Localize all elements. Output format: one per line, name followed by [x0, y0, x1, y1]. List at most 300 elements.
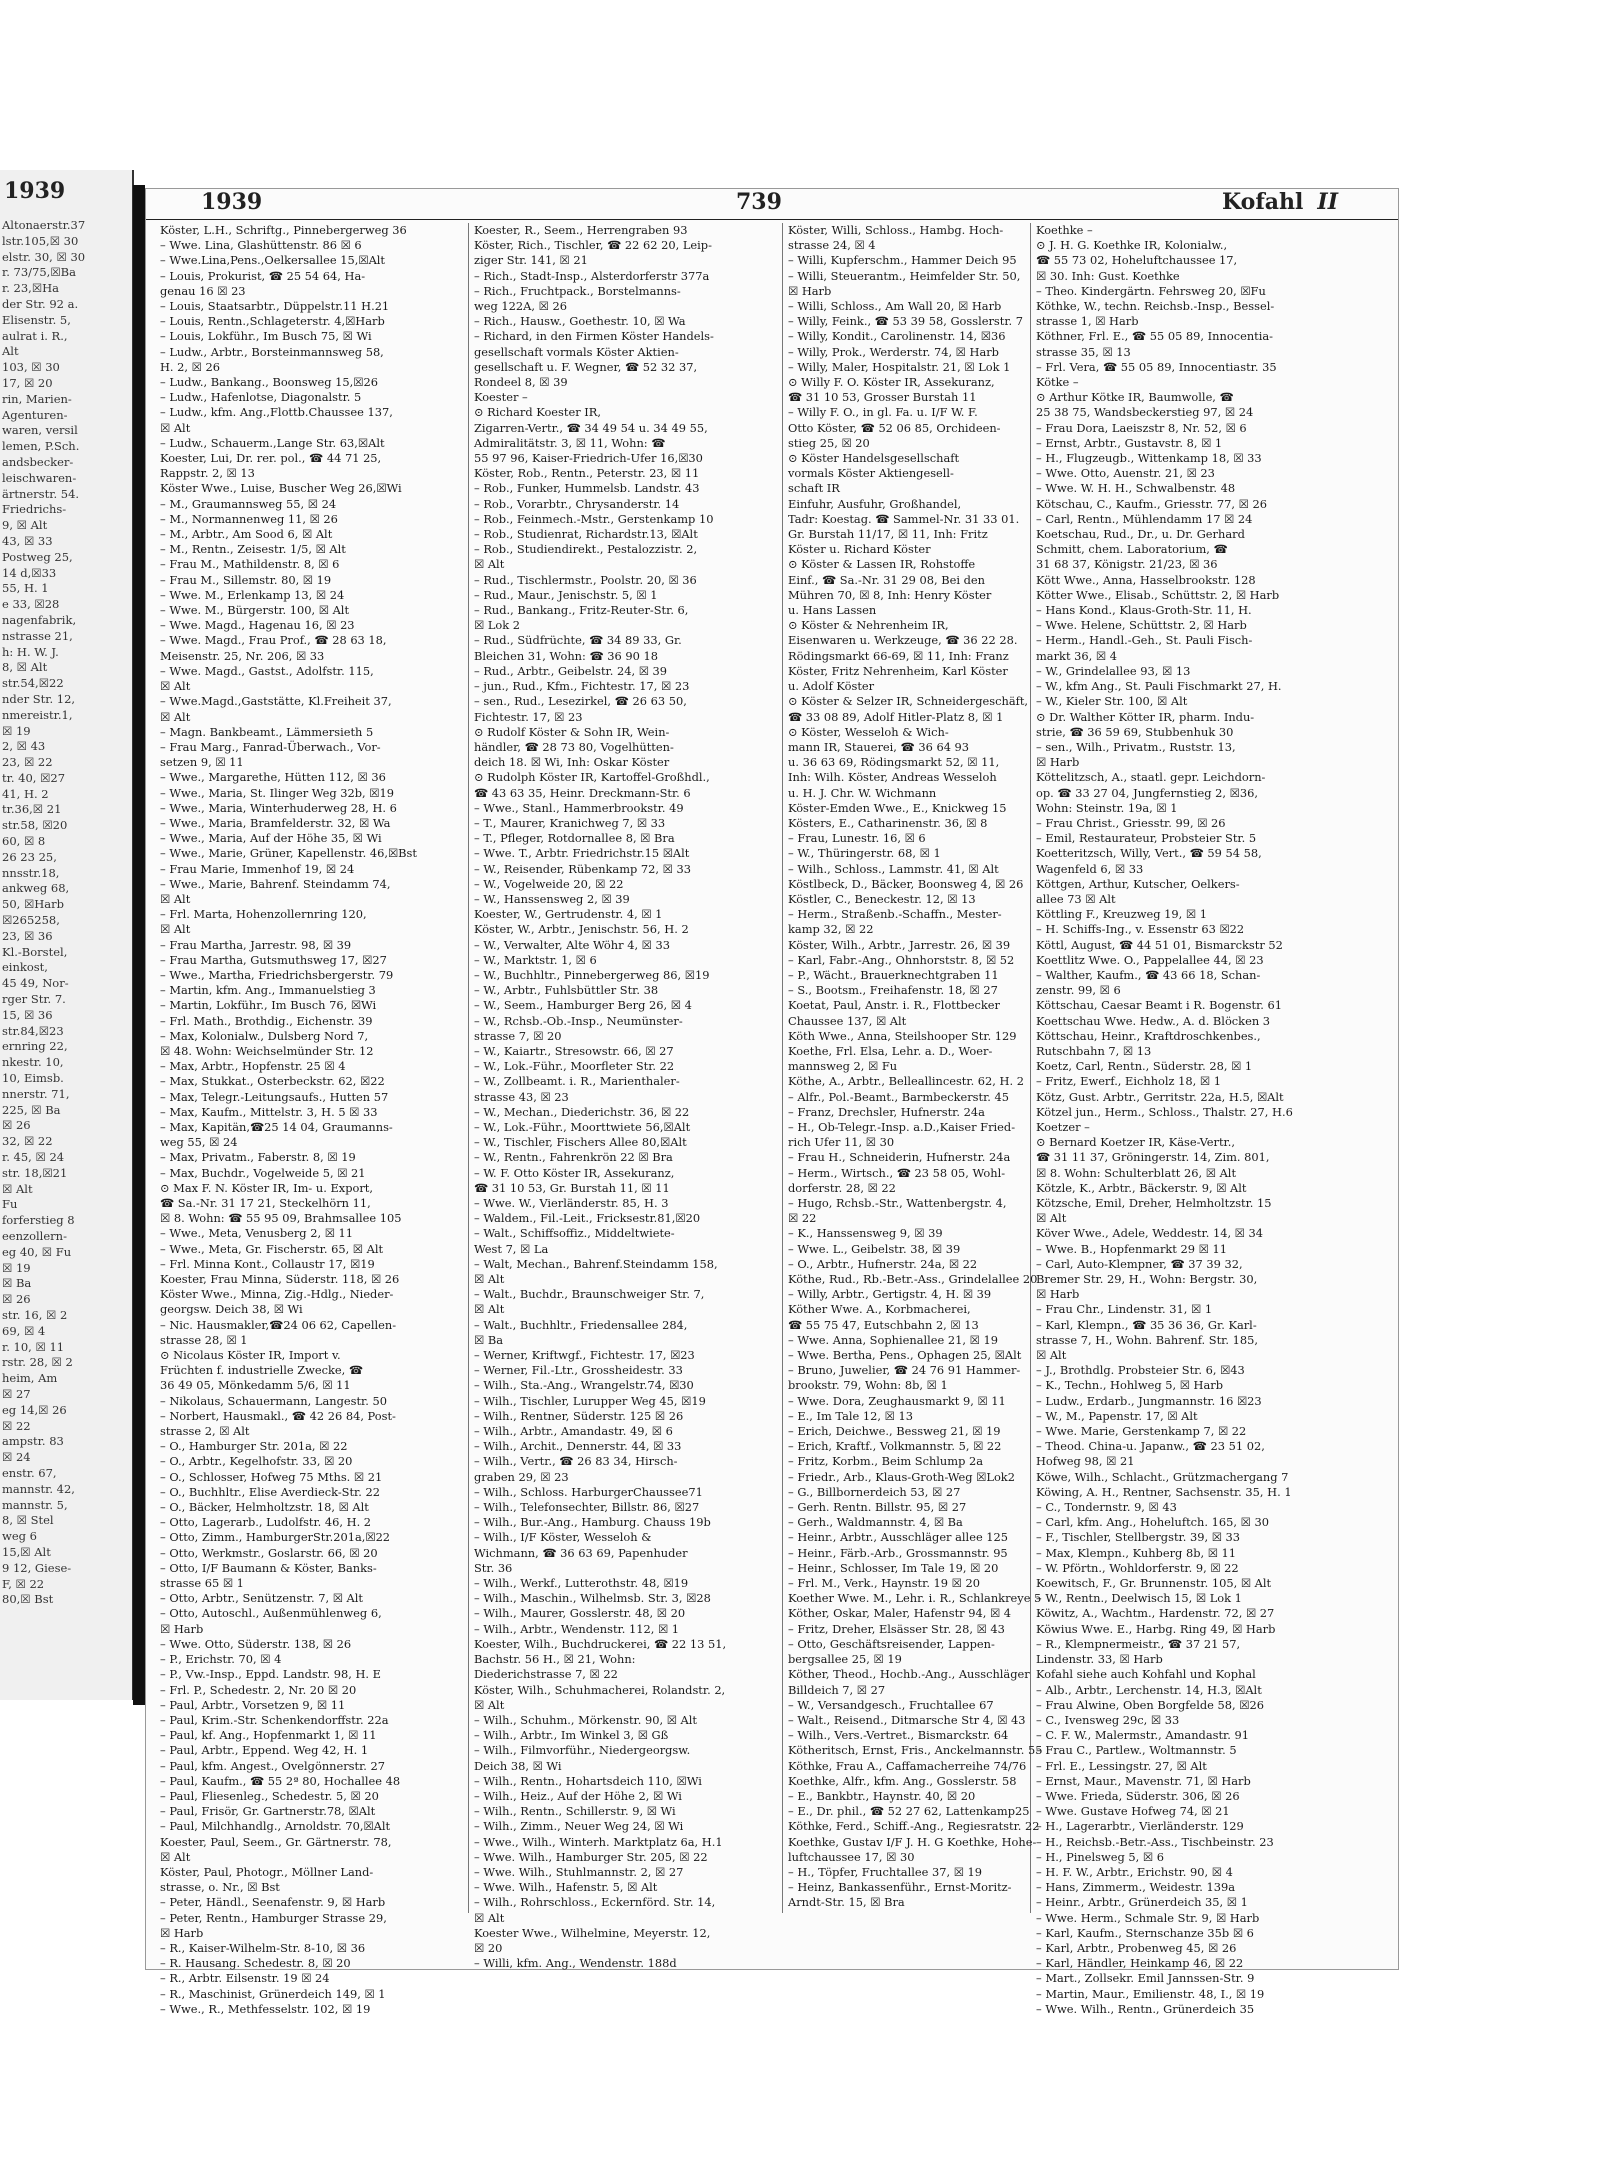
directory-entry: Köttl, August, ☎ 44 51 01, Bismarckstr 52 — [1036, 937, 1283, 952]
directory-entry: Str. 36 — [474, 1560, 513, 1575]
directory-page — [145, 188, 1399, 2016]
directory-entry: – Paul, kfm. Angest., Ovelgönnerstr. 27 — [160, 1758, 386, 1773]
directory-entry: – Wwe.Magd.,Gaststätte, Kl.Freiheit 37, — [160, 694, 392, 709]
previous-page-line: lemen, P.Sch. — [2, 439, 80, 454]
directory-entry: u. Hans Lassen — [788, 603, 877, 618]
previous-page-line: 15,☒ Alt — [2, 1544, 51, 1559]
previous-page-line: str. 18,☒21 — [2, 1165, 68, 1180]
directory-entry: Köster, Paul, Photogr., Möllner Land- — [160, 1864, 374, 1879]
running-head-name: Kofahl — [1222, 189, 1304, 215]
previous-page-line: 9 12, Giese- — [2, 1560, 72, 1575]
directory-entry: – W., Tischler, Fischers Allee 80,☒Alt — [474, 1135, 687, 1150]
directory-entry: – Wwe., Maria, St. Ilinger Weg 32b, ☒19 — [160, 785, 394, 800]
directory-entry: – Wwe., Maria, Bramfelderstr. 32, ☒ Wa — [160, 815, 391, 830]
directory-entry: – Heinr., Arbtr., Grünerdeich 35, ☒ 1 — [1036, 1895, 1248, 1910]
directory-entry: Einf., ☎ Sa.-Nr. 31 29 08, Bei den — [788, 572, 985, 587]
directory-entry: – R., Maschinist, Grünerdeich 149, ☒ 1 — [160, 1986, 386, 2001]
previous-page-line: str.84,☒23 — [2, 1023, 64, 1038]
directory-entry: Koester, Frau Minna, Süderstr. 118, ☒ 26 — [160, 1272, 400, 1287]
directory-entry: – Frau Alwine, Oben Borgfelde 58, ☒26 — [1036, 1697, 1264, 1712]
directory-entry: – Waldem., Fil.-Leit., Fricksestr.81,☒20 — [474, 1211, 701, 1226]
directory-entry: – O., Buchhltr., Elise Averdieck-Str. 22 — [160, 1484, 380, 1499]
directory-entry: Kötz, Gust. Arbtr., Gerritstr. 22a, H.5, ☒Alt — [1036, 1089, 1284, 1104]
directory-entry: ☒ Alt — [160, 679, 191, 694]
directory-entry: gesellschaft vormals Köster Aktien- — [474, 344, 679, 359]
directory-entry: – Theo. Kindergärtn. Fehrsweg 20, ☒Fu — [1036, 283, 1266, 298]
previous-page-line: 69, ☒ 4 — [2, 1323, 46, 1338]
previous-page-line: eenzollern- — [2, 1229, 67, 1243]
directory-entry: – Heinz, Bankassenführ., Ernst-Moritz- — [788, 1880, 1012, 1895]
previous-page-line: 103, ☒ 30 — [2, 360, 60, 375]
directory-entry: – H., Lagerarbtr., Vierländerstr. 129 — [1036, 1819, 1244, 1834]
directory-entry: ☒ Harb — [1036, 1287, 1080, 1302]
directory-entry: – Wwe. Magd., Hagenau 16, ☒ 23 — [160, 618, 355, 633]
directory-entry: ☎ 43 63 35, Heinr. Dreckmann-Str. 6 — [474, 785, 691, 800]
directory-entry: – Rob., Funker, Hummelsb. Landstr. 43 — [474, 481, 700, 496]
directory-entry: ⊙ Köster & Selzer IR, Schneidergeschäft, — [788, 694, 1029, 709]
directory-entry: ☒ Alt — [160, 1849, 191, 1864]
directory-entry: Köthke, W., techn. Reichsb.-Insp., Bessel- — [1036, 299, 1275, 314]
directory-entry: – Willy, Arbtr., Gertigstr. 4, H. ☒ 39 — [788, 1287, 992, 1302]
directory-entry: – Wilh., Maschin., Wilhelmsb. Str. 3, ☒28 — [474, 1591, 711, 1606]
directory-entry: Kött Wwe., Anna, Hasselbrookstr. 128 — [1036, 572, 1256, 587]
directory-entry: – Paul, Frisör, Gr. Gartnerstr.78, ☒Alt — [160, 1804, 376, 1819]
directory-entry: – Nic. Hausmakler,☎24 06 62, Capellen- — [160, 1317, 397, 1332]
previous-page-line: 23, ☒ 22 — [2, 755, 53, 770]
directory-entry: Bachstr. 56 H., ☒ 21, Wohn: — [474, 1652, 636, 1667]
directory-entry: händler, ☎ 28 73 80, Vogelhütten- — [474, 739, 674, 754]
directory-entry: – G., Billbornerdeich 53, ☒ 27 — [788, 1484, 961, 1499]
directory-entry: – F., Tischler, Stellbergstr. 39, ☒ 33 — [1036, 1530, 1241, 1545]
directory-entry: – W., Versandgesch., Fruchtallee 67 — [788, 1697, 994, 1712]
directory-entry: – Wilh., Rentner, Süderstr. 125 ☒ 26 — [474, 1408, 684, 1423]
previous-page-line: waren, versil — [2, 423, 78, 438]
directory-entry: – Peter, Rentn., Hamburger Strasse 29, — [160, 1910, 387, 1925]
previous-page-line: 8, ☒ Stel — [2, 1513, 54, 1528]
previous-page-line: nnsstr.18, — [2, 865, 60, 880]
directory-entry: – R. Hausang. Schedestr. 8, ☒ 20 — [160, 1956, 351, 1971]
directory-entry: – Paul, Kaufm., ☎ 55 2ª 80, Hochallee 48 — [160, 1773, 401, 1788]
directory-entry: – Wwe., Meta, Gr. Fischerstr. 65, ☒ Alt — [160, 1241, 384, 1256]
directory-entry: Köver Wwe., Adele, Weddestr. 14, ☒ 34 — [1036, 1226, 1264, 1241]
directory-entry: – Ludw., Arbtr., Borsteinmannsweg 58, — [160, 344, 384, 359]
previous-page-line: ☒ 19 — [2, 1260, 31, 1275]
directory-entry: – Rud., Tischlermstr., Poolstr. 20, ☒ 36 — [474, 572, 697, 587]
directory-entry: bergsallee 25, ☒ 19 — [788, 1652, 902, 1667]
directory-entry: 25 38 75, Wandsbeckerstieg 97, ☒ 24 — [1036, 405, 1254, 420]
directory-entry: – Wilh., Arbtr., Wendenstr. 112, ☒ 1 — [474, 1621, 680, 1636]
directory-entry: – Carl, kfm. Ang., Hoheluftch. 165, ☒ 30 — [1036, 1515, 1269, 1530]
page-header — [146, 189, 1398, 220]
directory-entry: – Wwe. Otto, Auenstr. 21, ☒ 23 — [1036, 466, 1215, 481]
directory-entry: – W., Zollbeamt. i. R., Marienthaler- — [474, 1074, 680, 1089]
previous-page-line: leischwaren- — [2, 470, 77, 485]
directory-entry: – T., Pfleger, Rotdornallee 8, ☒ Bra — [474, 831, 675, 846]
directory-entry: – Wilh., Zimm., Neuer Weg 24, ☒ Wi — [474, 1819, 684, 1834]
directory-entry: – Fritz, Dreher, Elsässer Str. 28, ☒ 43 — [788, 1621, 1005, 1636]
directory-entry: – Karl, Kaufm., Sternschanze 35b ☒ 6 — [1036, 1925, 1254, 1940]
previous-page-line: ☒ 19 — [2, 723, 31, 738]
previous-page-line: 2, ☒ 43 — [2, 739, 46, 754]
directory-entry: – Max, Stukkat., Osterbeckstr. 62, ☒22 — [160, 1074, 385, 1089]
directory-entry: Köster, L.H., Schriftg., Pinnebergerweg 36 — [160, 223, 407, 237]
directory-entry: – Wwe. W., Vierländerstr. 85, H. 3 — [474, 1196, 669, 1210]
directory-entry: setzen 9, ☒ 11 — [160, 755, 244, 770]
previous-page-line: str. 16, ☒ 2 — [2, 1307, 68, 1322]
directory-entry: – O., Arbtr., Kegelhofstr. 33, ☒ 20 — [160, 1454, 353, 1469]
previous-page-line: ärtnerstr. 54. — [2, 486, 80, 501]
directory-entry: ☒ 48. Wohn: Weichselmünder Str. 12 — [160, 1043, 374, 1058]
directory-entry: – Ludw., Erdarb., Jungmannstr. 16 ☒23 — [1036, 1393, 1262, 1408]
previous-page-line: ☒ 26 — [2, 1292, 31, 1307]
directory-entry: – Erich, Deichwe., Bessweg 21, ☒ 19 — [788, 1424, 1001, 1439]
directory-entry: – Wwe. Wilh., Rentn., Grünerdeich 35 — [1036, 2001, 1255, 2016]
directory-entry: – Willy, Prok., Werderstr. 74, ☒ Harb — [788, 344, 999, 359]
directory-entry: – Otto, Arbtr., Senützenstr. 7, ☒ Alt — [160, 1591, 363, 1606]
directory-entry: ☒ 30. Inh: Gust. Koethke — [1036, 268, 1180, 283]
directory-entry: Bleichen 31, Wohn: ☎ 36 90 18 — [474, 648, 659, 663]
directory-entry: mannsweg 2, ☒ Fu — [788, 1059, 898, 1074]
directory-entry: Köster, Wilh., Arbtr., Jarrestr. 26, ☒ 39 — [788, 937, 1011, 952]
directory-entry: Köthe, Rud., Rb.-Betr.-Ass., Grindelallee 20 — [788, 1272, 1038, 1287]
previous-page-line: 23, ☒ 36 — [2, 928, 53, 943]
directory-entry: Kötke – — [1036, 375, 1079, 390]
directory-entry: ⊙ Richard Koester IR, — [474, 405, 601, 420]
directory-entry: ⊙ Rudolf Köster & Sohn IR, Wein- — [474, 724, 670, 739]
directory-entry: graben 29, ☒ 23 — [474, 1469, 569, 1484]
directory-entry: ☒ Harb — [788, 283, 832, 298]
previous-page-line: nagenfabrik, — [2, 612, 77, 627]
directory-entry: – Louis, Rentn.,Schlageterstr. 4,☒Harb — [160, 314, 385, 329]
previous-page-line: Elisenstr. 5, — [2, 312, 71, 327]
directory-entry: Koester, R., Seem., Herrengraben 93 — [474, 223, 688, 237]
directory-entry: ⊙ Dr. Walther Kötter IR, pharm. Indu- — [1036, 709, 1255, 724]
directory-entry: ☎ 31 10 53, Grosser Burstah 11 — [788, 390, 977, 405]
directory-entry: – Wwe., Marie, Grüner, Kapellenstr. 46,☒Bst — [160, 846, 417, 861]
directory-entry: – Willi, Kupferschm., Hammer Deich 95 — [788, 253, 1017, 268]
directory-entry: Köwitz, A., Wachtm., Hardenstr. 72, ☒ 27 — [1036, 1606, 1275, 1621]
directory-entry: Köther Wwe. A., Korbmacherei, — [788, 1302, 971, 1317]
directory-entry: ☒ 8. Wohn: ☎ 55 95 09, Brahmsallee 105 — [160, 1211, 402, 1226]
directory-entry: mann IR, Stauerei, ☎ 36 64 93 — [788, 739, 970, 754]
directory-entry: – Wilh., Vers.-Vertret., Bismarckstr. 64 — [788, 1728, 1009, 1743]
directory-entry: Koester, Wilh., Buchdruckerei, ☎ 22 13 51, — [474, 1636, 727, 1651]
directory-entry: – Willy, Kondit., Carolinenstr. 14, ☒36 — [788, 329, 1006, 344]
previous-page-line: lstr.105,☒ 30 — [2, 233, 79, 248]
previous-page-line: forferstieg 8 — [2, 1213, 75, 1228]
previous-page-line: ☒265258, — [2, 913, 60, 928]
directory-entry: – Paul, Fliesenleg., Schedestr. 5, ☒ 20 — [160, 1788, 379, 1803]
directory-entry: kamp 32, ☒ 22 — [788, 922, 874, 937]
directory-entry: – Ernst, Arbtr., Gustavstr. 8, ☒ 1 — [1036, 435, 1223, 450]
directory-entry: Koethke – — [1036, 223, 1093, 237]
previous-page-line: mannstr. 42, — [2, 1481, 75, 1496]
directory-entry: – Wwe. Frieda, Süderstr. 306, ☒ 26 — [1036, 1788, 1240, 1803]
directory-entry: – W., Grindelallee 93, ☒ 13 — [1036, 663, 1191, 678]
directory-entry: – Willi, Steuerantm., Heimfelder Str. 50, — [788, 268, 1021, 283]
directory-entry: ☒ Alt — [474, 1272, 505, 1287]
directory-entry: brookstr. 79, Wohn: 8b, ☒ 1 — [788, 1378, 948, 1393]
previous-page-line: Kl.-Borstel, — [2, 944, 68, 959]
directory-entry: – Frl. Minna Kont., Collaustr 17, ☒19 — [160, 1256, 375, 1271]
previous-page-line: nder Str. 12, — [2, 691, 76, 706]
directory-entry: rich Ufer 11, ☒ 30 — [788, 1135, 895, 1150]
directory-entry: – Max, Arbtr., Hopfenstr. 25 ☒ 4 — [160, 1059, 346, 1074]
directory-entry: – Frl. Vera, ☎ 55 05 89, Innocentiastr. 35 — [1036, 359, 1277, 374]
directory-entry: gesellschaft u. F. Wegner, ☎ 52 32 37, — [474, 359, 698, 374]
directory-entry: vormals Köster Aktiengesell- — [788, 466, 954, 481]
previous-page-line: h: H. W. J. — [2, 644, 59, 659]
previous-page-line: r. 45, ☒ 24 — [2, 1150, 65, 1165]
directory-entry: – jun., Rud., Kfm., Fichtestr. 17, ☒ 23 — [474, 679, 690, 694]
directory-entry: – Wwe.Lina,Pens.,Oelkersallee 15,☒Alt — [160, 253, 386, 268]
directory-entry: – M., Arbtr., Am Sood 6, ☒ Alt — [160, 527, 333, 542]
directory-entry: Deich 38, ☒ Wi — [474, 1758, 562, 1773]
directory-entry: – Wilh., Telefonsechter, Billstr. 86, ☒27 — [474, 1500, 700, 1515]
directory-entry: strasse 24, ☒ 4 — [788, 238, 876, 253]
directory-entry: – Wwe., Maria, Winterhuderweg 28, H. 6 — [160, 800, 397, 815]
directory-entry: Koettlitz Wwe. O., Pappelallee 44, ☒ 23 — [1036, 952, 1264, 967]
directory-entry: ⊙ Arthur Kötke IR, Baumwolle, ☎ — [1036, 390, 1234, 405]
directory-entry: – Max, Buchdr., Vogelweide 5, ☒ 21 — [160, 1165, 366, 1180]
directory-entry: Meisenstr. 25, Nr. 206, ☒ 33 — [160, 648, 325, 663]
directory-entry: – H., Ob-Telegr.-Insp. a.D.,Kaiser Fried- — [788, 1119, 1016, 1134]
directory-entry: Köwing, A. H., Rentner, Sachsenstr. 35, H. 1 — [1036, 1484, 1292, 1499]
previous-page-line: 32, ☒ 22 — [2, 1134, 53, 1149]
directory-entry: – C., Tondernstr. 9, ☒ 43 — [1036, 1500, 1177, 1515]
directory-entry: – Wwe. Anna, Sophienallee 21, ☒ 19 — [788, 1332, 998, 1347]
directory-entry: – Frl. Marta, Hohenzollernring 120, — [160, 907, 367, 922]
directory-entry: – Bruno, Juwelier, ☎ 24 76 91 Hammer- — [788, 1363, 1021, 1378]
directory-entry: ☎ 55 73 02, Hoheluftchaussee 17, — [1036, 253, 1238, 268]
directory-entry: Köwius Wwe. E., Harbg. Ring 49, ☒ Harb — [1036, 1621, 1276, 1636]
directory-entry: – Wwe., Wilh., Winterh. Marktplatz 6a, H.1 — [474, 1834, 723, 1849]
previous-page-line: 15, ☒ 36 — [2, 1007, 53, 1022]
directory-entry: – M., Graumannsweg 55, ☒ 24 — [160, 496, 337, 511]
directory-entry: – Wilh., Schloss., Lammstr. 41, ☒ Alt — [788, 861, 999, 876]
previous-page-line: nstrasse 21, — [2, 628, 73, 643]
directory-entry: – Wilh., Vertr., ☎ 26 83 34, Hirsch- — [474, 1454, 678, 1469]
previous-page-line: r. 23,☒Ha — [2, 281, 60, 296]
directory-entry: – P., Vw.-Insp., Eppd. Landstr. 98, H. E — [160, 1667, 381, 1682]
directory-entry: Tadr: Koestag. ☎ Sammel-Nr. 31 33 01. — [788, 511, 1020, 526]
directory-entry: ⊙ Köster, Wesseloh & Wich- — [788, 724, 949, 739]
directory-entry: Koester, Lui, Dr. rer. pol., ☎ 44 71 25, — [160, 451, 382, 466]
previous-page-line: andsbecker- — [2, 454, 74, 469]
directory-entry: – Louis, Staatsarbtr., Düppelstr.11 H.21 — [160, 299, 390, 314]
directory-entry: ⊙ Nicolaus Köster IR, Import v. — [160, 1348, 341, 1363]
directory-entry: – W. Pförtn., Wohldorferstr. 9, ☒ 22 — [1036, 1560, 1239, 1575]
directory-entry: – W., Verwalter, Alte Wöhr 4, ☒ 33 — [474, 937, 671, 952]
directory-entry: – Werner, Kriftwgf., Fichtestr. 17, ☒23 — [474, 1348, 695, 1363]
directory-entry: – Otto, Zimm., HamburgerStr.201a,☒22 — [160, 1530, 391, 1545]
directory-entry: u. 36 63 69, Rödingsmarkt 52, ☒ 11, — [788, 755, 1000, 770]
directory-entry: – C., Ivensweg 29c, ☒ 33 — [1036, 1712, 1180, 1727]
previous-page-line: Agenturen- — [2, 407, 68, 422]
directory-entry: Köthke, Ferd., Schiff.-Ang., Regiesratstr. 22 — [788, 1819, 1040, 1834]
directory-entry: – Wwe., Margarethe, Hütten 112, ☒ 36 — [160, 770, 386, 785]
previous-page-line: aulrat i. R., — [2, 328, 68, 343]
previous-page-line: mannstr. 5, — [2, 1497, 68, 1512]
directory-entry: – H. F. W., Arbtr., Erichstr. 90, ☒ 4 — [1036, 1864, 1233, 1879]
directory-entry: – Wilh., I/F Köster, Wesseloh & — [474, 1530, 652, 1545]
directory-entry: ☒ Harb — [1036, 755, 1080, 770]
directory-entry: Kötheritsch, Ernst, Fris., Anckelmannstr. 55 — [788, 1743, 1043, 1758]
previous-page-line: eg 14,☒ 26 — [2, 1402, 67, 1417]
directory-entry: – Walt., Reisend., Ditmarsche Str 4, ☒ 43 — [788, 1712, 1026, 1727]
directory-entry: Köster, Fritz Nehrenheim, Karl Köster — [788, 663, 1008, 678]
previous-page-line: weg 6 — [2, 1529, 37, 1544]
directory-entry: – W., Mechan., Diederichstr. 36, ☒ 22 — [474, 1104, 690, 1119]
directory-entry: – Martin, kfm. Ang., Immanuelstieg 3 — [160, 983, 376, 998]
directory-entry: – Frau Marg., Fanrad-Überwach., Vor- — [160, 739, 381, 754]
directory-entry: Bremer Str. 29, H., Wohn: Bergstr. 30, — [1036, 1272, 1258, 1287]
directory-entry: – Wilh., Schuhm., Mörkenstr. 90, ☒ Alt — [474, 1712, 697, 1727]
directory-entry: – Frau Marie, Immenhof 19, ☒ 24 — [160, 861, 355, 876]
directory-column-1 — [160, 223, 478, 2016]
directory-entry: – Wilh., Arbtr., Amandastr. 49, ☒ 6 — [474, 1424, 673, 1439]
directory-entry: – Frl. Math., Brothdig., Eichenstr. 39 — [160, 1013, 373, 1028]
directory-entry: – Wwe. Wilh., Hafenstr. 5, ☒ Alt — [474, 1880, 658, 1895]
directory-entry: – Paul, Milchhandlg., Arnoldstr. 70,☒Alt — [160, 1819, 391, 1834]
directory-entry: – Wilh., Rentn., Hohartsdeich 110, ☒Wi — [474, 1773, 702, 1788]
directory-entry: Köster, Rob., Rentn., Peterstr. 23, ☒ 11 — [474, 466, 700, 481]
directory-entry: ☒ Alt — [1036, 1211, 1067, 1226]
previous-page-line: ☒ 24 — [2, 1450, 31, 1465]
previous-page-line: 41, H. 2 — [2, 786, 49, 801]
previous-page-line: tr. 40, ☒27 — [2, 770, 66, 785]
directory-entry: Köstler, C., Beneckestr. 12, ☒ 13 — [788, 891, 976, 906]
directory-entry: Früchten f. industrielle Zwecke, ☎ — [160, 1363, 364, 1378]
directory-entry: – K., Hanssensweg 9, ☒ 39 — [788, 1226, 943, 1241]
directory-entry: Rondeel 8, ☒ 39 — [474, 375, 568, 390]
directory-entry: – Willi, kfm. Ang., Wendenstr. 188d — [474, 1956, 677, 1971]
directory-entry: ☒ Lok 2 — [474, 618, 521, 633]
previous-page-line: Friedrichs- — [2, 502, 67, 517]
previous-page-line: 45 49, Nor- — [2, 976, 69, 991]
previous-page-line: str.54,☒22 — [2, 676, 64, 691]
directory-entry: – Wwe. Herm., Schmale Str. 9, ☒ Harb — [1036, 1910, 1260, 1925]
directory-entry: – Louis, Prokurist, ☎ 25 54 64, Ha- — [160, 268, 366, 283]
directory-entry: – Wwe., Maria, Auf der Höhe 35, ☒ Wi — [160, 831, 382, 846]
previous-page-line: ☒ Alt — [2, 1181, 33, 1196]
directory-entry: – W., Lok.-Führ., Moorttwiete 56,☒Alt — [474, 1119, 691, 1134]
directory-entry: strasse 35, ☒ 13 — [1036, 344, 1131, 359]
page-year: 1939 — [201, 189, 263, 215]
directory-entry: Kötzel jun., Herm., Schloss., Thalstr. 27, H.6 — [1036, 1104, 1293, 1119]
directory-entry: – Otto, Geschäftsreisender, Lappen- — [788, 1636, 995, 1651]
directory-entry: – M., Rentn., Zeisestr. 1/5, ☒ Alt — [160, 542, 346, 557]
directory-entry: – Wwe. M., Bürgerstr. 100, ☒ Alt — [160, 603, 350, 618]
directory-entry: Arndt-Str. 15, ☒ Bra — [788, 1895, 905, 1910]
previous-page-line: Postweg 25, — [2, 549, 73, 564]
directory-entry: – K., Techn., Hohlweg 5, ☒ Harb — [1036, 1378, 1224, 1393]
directory-entry: – O., Arbtr., Hufnerstr. 24a, ☒ 22 — [788, 1256, 978, 1271]
directory-entry: ☎ 55 75 47, Eutschbahn 2, ☒ 13 — [788, 1317, 979, 1332]
previous-page-line: str.58, ☒20 — [2, 818, 68, 833]
directory-entry: Köwe, Wilh., Schlacht., Grützmachergang 7 — [1036, 1469, 1289, 1484]
directory-entry: – W., Kieler Str. 100, ☒ Alt — [1036, 694, 1188, 709]
directory-entry: luftchaussee 17, ☒ 30 — [788, 1849, 915, 1864]
directory-entry: – Wwe., Marie, Bahrenf. Steindamm 74, — [160, 876, 391, 891]
directory-entry: Köther, Oskar, Maler, Hafenstr 94, ☒ 4 — [788, 1606, 1012, 1621]
directory-entry: – Walt., Schiffsoffiz., Middeltwiete- — [474, 1226, 675, 1241]
directory-entry: Koewitsch, F., Gr. Brunnenstr. 105, ☒ Alt — [1036, 1576, 1272, 1591]
directory-entry: – Walther, Kaufm., ☎ 43 66 18, Schan- — [1036, 967, 1261, 982]
directory-entry: Köster, Wilh., Schuhmacherei, Rolandstr. 2, — [474, 1682, 726, 1697]
directory-entry: – Willy F. O., in gl. Fa. u. I/F W. F. — [788, 405, 978, 420]
directory-entry: Chaussee 137, ☒ Alt — [788, 1013, 907, 1028]
directory-entry: Köther, Theod., Hochb.-Ang., Ausschläger — [788, 1667, 1030, 1682]
directory-entry: – Frau M., Mathildenstr. 8, ☒ 6 — [160, 557, 340, 572]
directory-entry: – Wwe., Martha, Friedrichsbergerstr. 79 — [160, 967, 394, 982]
directory-entry: – Emil, Restaurateur, Probsteier Str. 5 — [1036, 831, 1257, 846]
directory-entry: ⊙ Köster & Nehrenheim IR, — [788, 618, 949, 633]
previous-page-line: 14 d,☒33 — [2, 565, 57, 580]
directory-entry: – Heinr., Färb.-Arb., Grossmannstr. 95 — [788, 1545, 1008, 1560]
directory-entry: Koester, Paul, Seem., Gr. Gärtnerstr. 78, — [160, 1834, 392, 1849]
directory-entry: – Gerh. Rentn. Billstr. 95, ☒ 27 — [788, 1500, 967, 1515]
previous-page-line: 26 23 25, — [2, 849, 57, 864]
directory-entry: – H., Töpfer, Fruchtallee 37, ☒ 19 — [788, 1864, 983, 1879]
directory-entry: – R., Kaiser-Wilhelm-Str. 8-10, ☒ 36 — [160, 1940, 366, 1955]
directory-entry: – Herm., Wirtsch., ☎ 23 58 05, Wohl- — [788, 1165, 1006, 1180]
directory-column-2 — [474, 223, 792, 1971]
previous-page-line: heim, Am — [2, 1371, 58, 1386]
directory-entry: Diederichstrasse 7, ☒ 22 — [474, 1667, 618, 1682]
directory-entry: – Wwe., Meta, Venusberg 2, ☒ 11 — [160, 1226, 354, 1241]
directory-entry: Rutschbahn 7, ☒ 13 — [1036, 1043, 1152, 1058]
directory-entry: – Frl. M., Verk., Haynstr. 19 ☒ 20 — [788, 1576, 980, 1591]
directory-entry: – Rud., Südfrüchte, ☎ 34 89 33, Gr. — [474, 633, 682, 648]
directory-entry: – W., kfm Ang., St. Pauli Fischmarkt 27, H. — [1036, 679, 1282, 694]
previous-page-line: elstr. 30, ☒ 30 — [2, 249, 86, 264]
directory-entry: – Carl, Rentn., Mühlendamm 17 ☒ 24 — [1036, 511, 1253, 526]
directory-entry: ☒ Ba — [474, 1332, 503, 1347]
directory-entry: – Frau, Lunestr. 16, ☒ 6 — [788, 831, 926, 846]
directory-entry: Billdeich 7, ☒ 27 — [788, 1682, 886, 1697]
directory-entry: Köster-Emden Wwe., E., Knickweg 15 — [788, 800, 1007, 815]
previous-page-line: 55, H. 1 — [2, 581, 49, 596]
directory-entry: Rödingsmarkt 66-69, ☒ 11, Inh: Franz — [788, 648, 1009, 663]
directory-entry: – Heinr., Schlosser, Im Tale 19, ☒ 20 — [788, 1560, 999, 1575]
directory-entry: ⊙ J. H. G. Koethke IR, Kolonialw., — [1036, 238, 1228, 253]
directory-entry: – Walt., Buchhltr., Friedensallee 284, — [474, 1317, 688, 1332]
directory-entry: – W., Reisender, Rübenkamp 72, ☒ 33 — [474, 861, 691, 876]
directory-entry: – Rob., Studienrat, Richardstr.13, ☒Alt — [474, 527, 698, 542]
directory-entry: Köster, Rich., Tischler, ☎ 22 62 20, Leip- — [474, 238, 712, 253]
directory-entry: – Wilh., Rohrschloss., Eckernförd. Str. 14, — [474, 1895, 716, 1910]
directory-entry: – W., Rentn., Fahrenkrön 22 ☒ Bra — [474, 1150, 673, 1165]
directory-entry: Koetat, Paul, Anstr. i. R., Flottbecker — [788, 998, 1000, 1013]
directory-entry: – Frau Chr., Lindenstr. 31, ☒ 1 — [1036, 1302, 1213, 1317]
previous-page-line: ankweg 68, — [2, 881, 70, 896]
previous-page-line: nmereistr.1, — [2, 707, 73, 722]
directory-entry: – Wilh., Archit., Dennerstr. 44, ☒ 33 — [474, 1439, 682, 1454]
previous-page-line: 50, ☒Harb — [2, 897, 64, 912]
directory-entry: stieg 25, ☒ 20 — [788, 435, 870, 450]
directory-entry: – Wwe., R., Methfesselstr. 102, ☒ 19 — [160, 2001, 371, 2016]
directory-entry: ☒ 22 — [788, 1211, 817, 1226]
directory-entry: – Hans, Zimmerm., Weidestr. 139a — [1036, 1880, 1236, 1895]
directory-entry: – H., Pinelsweg 5, ☒ 6 — [1036, 1849, 1164, 1864]
directory-entry: ☒ Alt — [160, 709, 191, 724]
directory-entry: – W. F. Otto Köster IR, Assekuranz, — [474, 1165, 675, 1180]
previous-page-line: 80,☒ Bst — [2, 1592, 54, 1607]
directory-entry: ⊙ Köster & Lassen IR, Rohstoffe — [788, 557, 976, 572]
directory-entry: Admiralitätstr. 3, ☒ 11, Wohn: ☎ — [474, 435, 666, 450]
directory-entry: – Wwe. Helene, Schüttstr. 2, ☒ Harb — [1036, 618, 1247, 633]
